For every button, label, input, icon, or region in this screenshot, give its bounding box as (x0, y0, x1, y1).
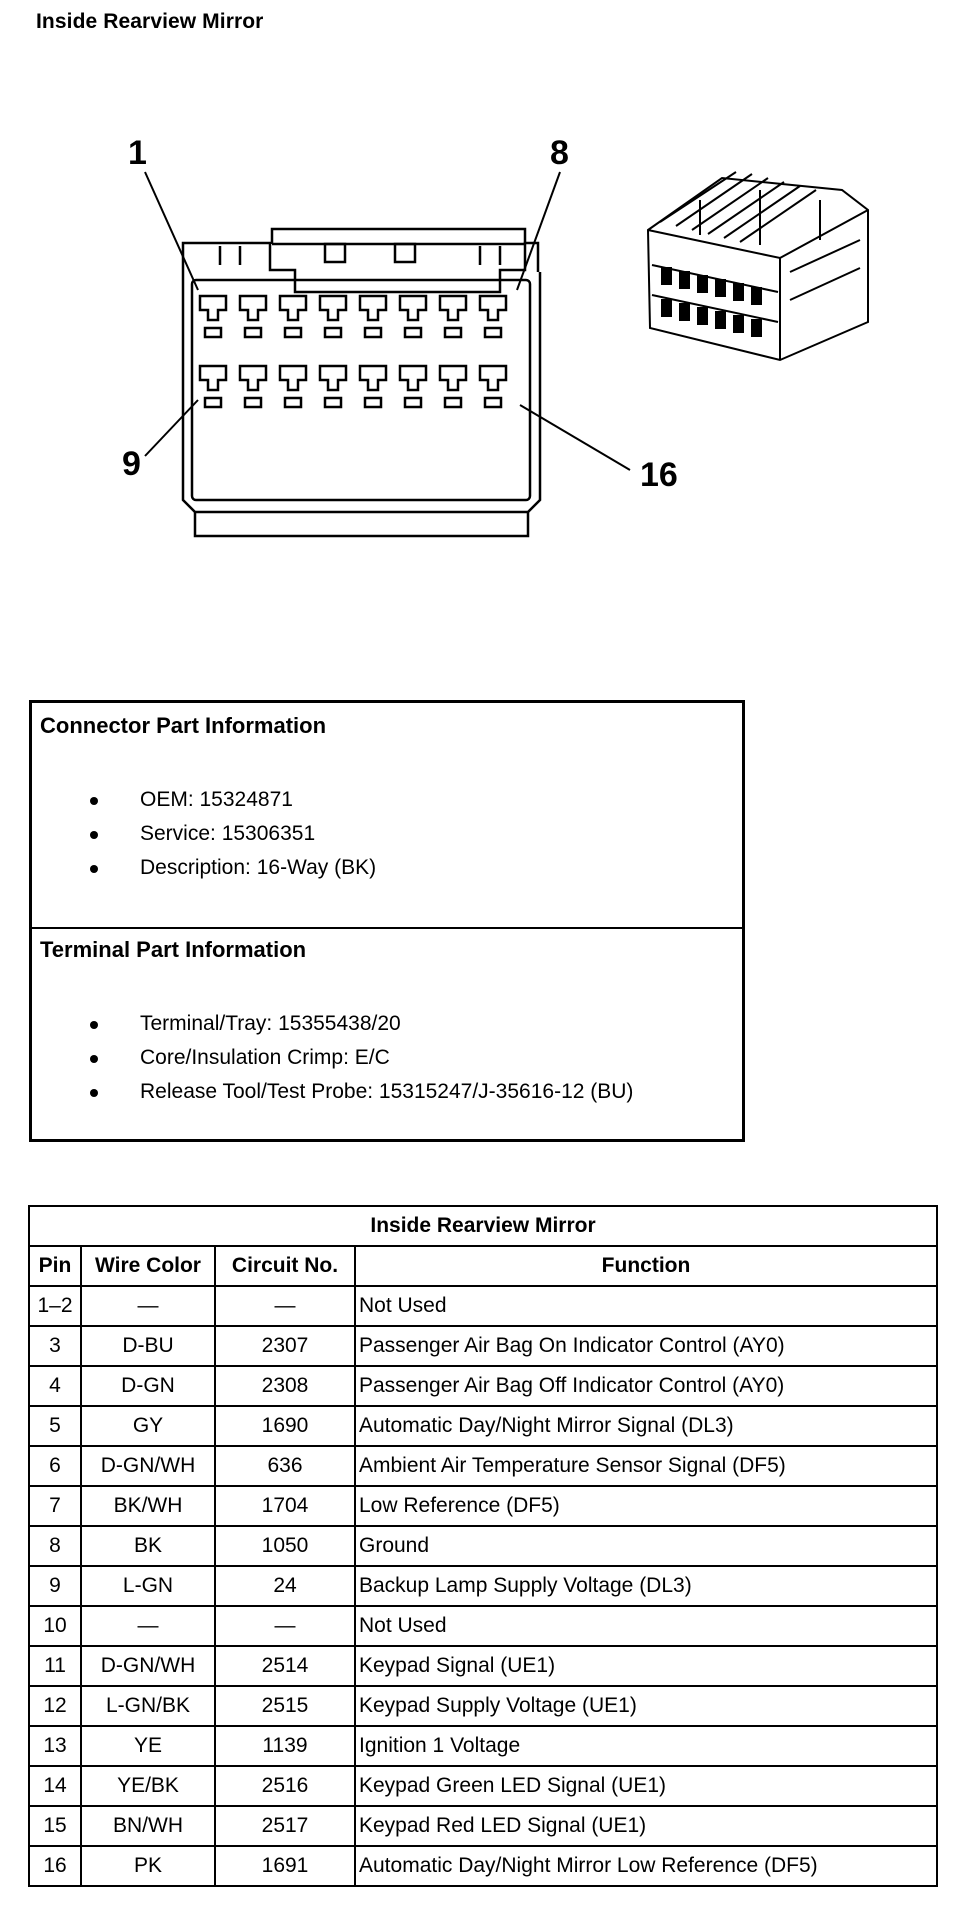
wire-color-cell: D-GN/WH (81, 1646, 215, 1686)
top-row-cavity (480, 296, 506, 320)
function-cell: Passenger Air Bag On Indicator Control (AY0) (355, 1326, 937, 1366)
bullet-icon (90, 831, 98, 839)
circuit-cell: 2308 (215, 1366, 355, 1406)
wire-color-cell: YE/BK (81, 1766, 215, 1806)
top-row-cavity (360, 296, 386, 320)
wire-color-cell: BK (81, 1526, 215, 1566)
bottom-row-cavity (480, 366, 506, 390)
function-cell: Keypad Supply Voltage (UE1) (355, 1686, 937, 1726)
top-row-latch (365, 328, 381, 337)
table-caption: Inside Rearview Mirror (29, 1206, 937, 1246)
top-row-latch (485, 328, 501, 337)
bottom-row-cavity (440, 366, 466, 390)
bottom-row-cavity (200, 366, 226, 390)
table-row (29, 1366, 937, 1406)
callout-pin-16: 16 (640, 456, 678, 494)
wire-color-cell: D-BU (81, 1326, 215, 1366)
table-row (29, 1806, 937, 1846)
pin-cell: 10 (29, 1606, 81, 1646)
table-row (29, 1646, 937, 1686)
function-cell: Backup Lamp Supply Voltage (DL3) (355, 1566, 937, 1606)
function-cell: Low Reference (DF5) (355, 1486, 937, 1526)
table-row (29, 1686, 937, 1726)
connector-3d-illustration (648, 172, 868, 360)
pin-cell: 11 (29, 1646, 81, 1686)
pin-cell: 15 (29, 1806, 81, 1846)
connector-info-list (32, 783, 376, 885)
top-row-latch (325, 328, 341, 337)
wire-color-cell: L-GN/BK (81, 1686, 215, 1726)
wire-color-cell: D-GN (81, 1366, 215, 1406)
circuit-cell: 1050 (215, 1526, 355, 1566)
top-row-cavity (200, 296, 226, 320)
table-row (29, 1406, 937, 1446)
terminal-part-information (32, 927, 742, 1139)
top-row-latch (405, 328, 421, 337)
pin-cell: 14 (29, 1766, 81, 1806)
pin-row-top (200, 296, 506, 337)
top-row-cavity (240, 296, 266, 320)
callout-pin-8: 8 (550, 134, 569, 172)
bottom-row-latch (365, 398, 381, 407)
bottom-row-cavity (360, 366, 386, 390)
connector-info-heading: Connector Part Information (40, 713, 327, 738)
function-cell: Automatic Day/Night Mirror Signal (DL3) (355, 1406, 937, 1446)
wire-color-cell: L-GN (81, 1566, 215, 1606)
callout-pin-9: 9 (122, 445, 141, 483)
pin-cell: 5 (29, 1406, 81, 1446)
function-cell: Ambient Air Temperature Sensor Signal (DF5) (355, 1446, 937, 1486)
bottom-row-cavity (240, 366, 266, 390)
pin-table-body (29, 1286, 937, 1886)
bottom-row-latch (325, 398, 341, 407)
wire-color-cell: — (81, 1286, 215, 1326)
column-header-function: Function (355, 1246, 937, 1286)
table-row (29, 1726, 937, 1766)
pin-cell: 13 (29, 1726, 81, 1766)
connector-part-information (32, 703, 742, 929)
wire-color-cell: D-GN/WH (81, 1446, 215, 1486)
column-header-pin: Pin (29, 1246, 81, 1286)
function-cell: Passenger Air Bag Off Indicator Control (AY0) (355, 1366, 937, 1406)
bottom-row-cavity (320, 366, 346, 390)
function-cell: Keypad Red LED Signal (UE1) (355, 1806, 937, 1846)
table-row (29, 1566, 937, 1606)
function-cell: Ignition 1 Voltage (355, 1726, 937, 1766)
bottom-row-latch (205, 398, 221, 407)
table-row (29, 1486, 937, 1526)
wire-color-cell: BK/WH (81, 1486, 215, 1526)
pin-cell: 4 (29, 1366, 81, 1406)
table-row (29, 1846, 937, 1886)
list-item: OEM: 15324871 (32, 783, 376, 817)
pin-cell: 8 (29, 1526, 81, 1566)
connector-face (183, 229, 540, 536)
wire-color-cell: GY (81, 1406, 215, 1446)
circuit-cell: 2517 (215, 1806, 355, 1846)
top-row-cavity (440, 296, 466, 320)
top-row-cavity (280, 296, 306, 320)
list-item: Service: 15306351 (32, 817, 376, 851)
function-cell: Keypad Signal (UE1) (355, 1646, 937, 1686)
bullet-icon (90, 865, 98, 873)
circuit-cell: 2516 (215, 1766, 355, 1806)
top-row-latch (245, 328, 261, 337)
list-item: Release Tool/Test Probe: 15315247/J-35616-12 (BU) (32, 1075, 633, 1109)
table-row (29, 1286, 937, 1326)
connector-diagram (0, 60, 960, 580)
wire-color-cell: YE (81, 1726, 215, 1766)
function-cell: Not Used (355, 1606, 937, 1646)
bottom-row-latch (245, 398, 261, 407)
bullet-icon (90, 1089, 98, 1097)
top-row-latch (445, 328, 461, 337)
table-row (29, 1606, 937, 1646)
callout-labels (122, 134, 678, 494)
wire-color-cell: — (81, 1606, 215, 1646)
bullet-icon (90, 1055, 98, 1063)
bottom-row-latch (285, 398, 301, 407)
pin-cell: 1–2 (29, 1286, 81, 1326)
list-item: Terminal/Tray: 15355438/20 (32, 1007, 633, 1041)
table-row (29, 1526, 937, 1566)
pin-cell: 16 (29, 1846, 81, 1886)
column-header-circuit: Circuit No. (215, 1246, 355, 1286)
bottom-row-cavity (400, 366, 426, 390)
terminal-info-heading: Terminal Part Information (40, 937, 307, 962)
circuit-cell: 1139 (215, 1726, 355, 1766)
circuit-cell: 1691 (215, 1846, 355, 1886)
top-row-cavity (320, 296, 346, 320)
pin-cell: 9 (29, 1566, 81, 1606)
pin-cell: 6 (29, 1446, 81, 1486)
page-title: Inside Rearview Mirror (36, 10, 264, 33)
pin-cell: 3 (29, 1326, 81, 1366)
top-row-latch (285, 328, 301, 337)
function-cell: Ground (355, 1526, 937, 1566)
function-cell: Keypad Green LED Signal (UE1) (355, 1766, 937, 1806)
bullet-icon (90, 797, 98, 805)
circuit-cell: 2514 (215, 1646, 355, 1686)
bottom-row-latch (445, 398, 461, 407)
circuit-cell: 1704 (215, 1486, 355, 1526)
bullet-icon (90, 1021, 98, 1029)
circuit-cell: 636 (215, 1446, 355, 1486)
list-item: Core/Insulation Crimp: E/C (32, 1041, 633, 1075)
bottom-row-cavity (280, 366, 306, 390)
function-cell: Not Used (355, 1286, 937, 1326)
table-row (29, 1766, 937, 1806)
bottom-row-latch (485, 398, 501, 407)
wire-color-cell: PK (81, 1846, 215, 1886)
top-row-cavity (400, 296, 426, 320)
circuit-cell: 24 (215, 1566, 355, 1606)
pin-row-bottom (200, 366, 506, 407)
table-row (29, 1326, 937, 1366)
circuit-cell: — (215, 1606, 355, 1646)
list-item: Description: 16-Way (BK) (32, 851, 376, 885)
pin-table (28, 1205, 938, 1887)
circuit-cell: 2515 (215, 1686, 355, 1726)
callout-pin-1: 1 (128, 134, 147, 172)
wire-color-cell: BN/WH (81, 1806, 215, 1846)
function-cell: Automatic Day/Night Mirror Low Reference (DF5) (355, 1846, 937, 1886)
table-row (29, 1446, 937, 1486)
bottom-row-latch (405, 398, 421, 407)
part-information-box (29, 700, 745, 1142)
pin-cell: 7 (29, 1486, 81, 1526)
circuit-cell: — (215, 1286, 355, 1326)
circuit-cell: 2307 (215, 1326, 355, 1366)
pin-cell: 12 (29, 1686, 81, 1726)
table-header-row (29, 1246, 937, 1286)
terminal-info-list (32, 1007, 633, 1109)
top-row-latch (205, 328, 221, 337)
circuit-cell: 1690 (215, 1406, 355, 1446)
column-header-wire-color: Wire Color (81, 1246, 215, 1286)
